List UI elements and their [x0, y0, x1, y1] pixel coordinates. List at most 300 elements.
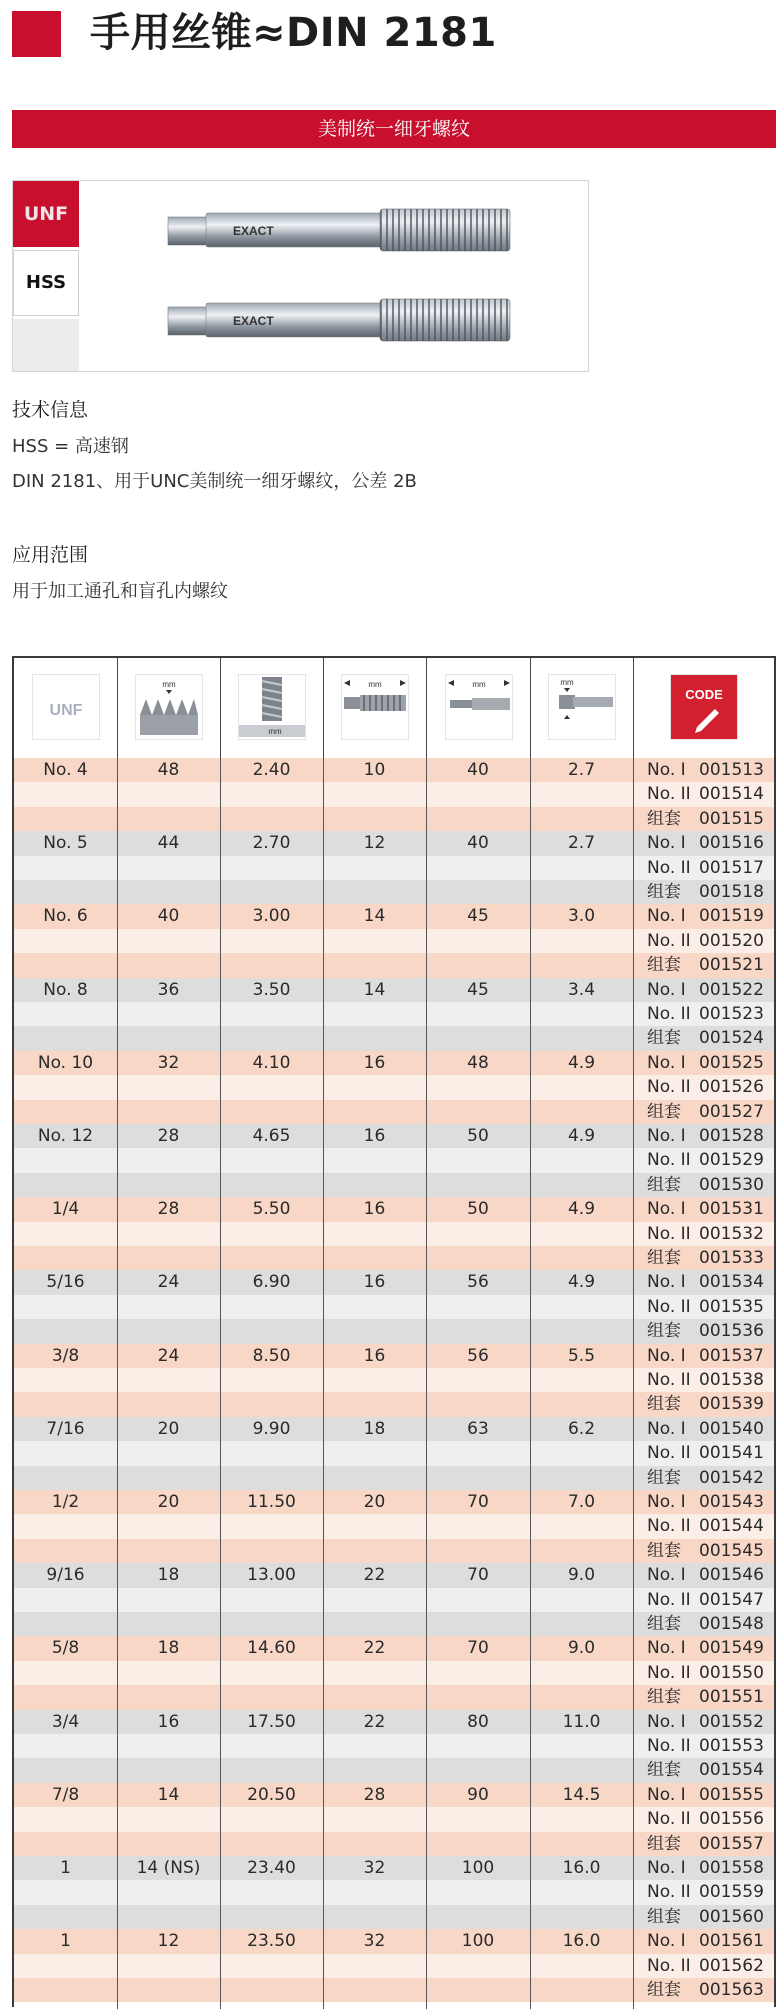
cell-code [647, 1734, 774, 1758]
code-number: 001562 [699, 1955, 764, 1976]
code-number: 001561 [699, 1931, 764, 1952]
cell-tpi: 32 [157, 1052, 180, 1073]
code-label: No. II [647, 1150, 691, 1171]
code-number: 001556 [699, 1809, 764, 1830]
code-label: 组套 [647, 1614, 681, 1634]
cell-code [647, 1246, 774, 1270]
cell-total-length: 90 [467, 1784, 489, 1805]
cell-diameter: 6.90 [252, 1272, 291, 1293]
code-number: 001517 [699, 857, 764, 878]
table-row [14, 1758, 774, 1782]
page-title: 手用丝锥≈DIN 2181 [90, 10, 497, 56]
code-label: 组套 [647, 955, 681, 976]
cell-thread-length: 10 [363, 760, 386, 780]
cell-thread-length: 16 [363, 1199, 386, 1220]
code-label: 组套 [647, 1248, 681, 1268]
cell-code [647, 1295, 774, 1319]
table-row [14, 1661, 774, 1685]
cell-size: No. 10 [37, 1052, 94, 1073]
cell-code [647, 1856, 774, 1880]
cell-code [647, 856, 774, 880]
code-number: 001551 [699, 1687, 764, 1708]
code-number: 001559 [699, 1882, 764, 1903]
cell-diameter: 14.60 [247, 1638, 296, 1659]
table-row [14, 1368, 774, 1392]
cell-size: 5/16 [46, 1272, 85, 1293]
cell-drill: 3.0 [567, 906, 596, 927]
cell-code [647, 1978, 774, 2002]
table-row [14, 1100, 774, 1124]
code-label: 组套 [647, 1101, 681, 1122]
cell-tpi: 28 [157, 1126, 180, 1146]
code-label: No. II [647, 1662, 691, 1683]
table-row [14, 1734, 774, 1758]
cell-size: 5/8 [51, 1638, 80, 1659]
code-number: 001555 [699, 1784, 764, 1805]
cell-drill: 9.0 [567, 1638, 596, 1659]
title-color-block [12, 11, 61, 57]
table-row [14, 1344, 774, 1368]
thread-length-icon [342, 675, 408, 739]
cell-drill: 4.9 [567, 1199, 596, 1220]
table-row [14, 1905, 774, 1929]
cell-total-length: 45 [467, 979, 489, 1000]
cell-total-length: 48 [467, 1052, 489, 1073]
code-number: 001548 [699, 1614, 764, 1634]
table-row [14, 1807, 774, 1831]
table-row [14, 1222, 774, 1246]
cell-code [647, 1710, 774, 1734]
table-row [14, 904, 774, 928]
cell-thread-length: 20 [363, 1492, 386, 1512]
cell-drill: 3.4 [567, 979, 596, 1000]
cell-code [647, 1612, 774, 1636]
code-label: No. II [647, 1736, 691, 1756]
cell-code [647, 978, 774, 1002]
cell-code [647, 1197, 774, 1221]
cell-tpi: 12 [157, 1931, 180, 1952]
header-thread-length [324, 658, 427, 758]
col-divider [323, 758, 324, 2009]
code-label: 组套 [647, 1687, 681, 1708]
cell-code [647, 1051, 774, 1075]
code-label: No. II [647, 1516, 691, 1537]
code-number: 001530 [699, 1174, 764, 1195]
cell-tpi: 14 (NS) [136, 1858, 201, 1878]
cell-drill: 4.9 [567, 1272, 596, 1293]
header-total-length [427, 658, 531, 758]
table-row [14, 758, 774, 782]
subtitle-bar: 美制统一细牙螺纹 [12, 110, 776, 148]
table-row [14, 1441, 774, 1465]
cell-drill: 16.0 [562, 1931, 601, 1952]
table-row [14, 1490, 774, 1514]
cell-size: 7/8 [51, 1784, 80, 1805]
cell-code [647, 880, 774, 904]
cell-total-length: 56 [467, 1272, 489, 1293]
svg-text:mm: mm [560, 678, 574, 687]
table-row [14, 1246, 774, 1270]
code-number: 001514 [699, 784, 764, 805]
col-divider [117, 758, 118, 2009]
cell-thread-length: 32 [363, 1858, 386, 1878]
code-label: No. II [647, 1296, 691, 1317]
col-divider [633, 758, 634, 2009]
square-shank-icon [549, 675, 615, 739]
code-number: 001527 [699, 1101, 764, 1122]
cell-tpi: 14 [157, 1784, 180, 1805]
header-square [531, 658, 634, 758]
code-number: 001515 [699, 808, 764, 829]
cell-total-length: 50 [467, 1126, 489, 1146]
cell-size: 3/8 [51, 1345, 80, 1366]
code-label: 组套 [647, 1540, 681, 1561]
code-label: 组套 [647, 1467, 681, 1488]
cell-size: 9/16 [46, 1565, 85, 1586]
cell-code [647, 1563, 774, 1587]
code-number: 001513 [699, 760, 764, 780]
cell-code [647, 1319, 774, 1343]
table-row [14, 1173, 774, 1197]
cell-size: 1/4 [51, 1199, 80, 1220]
tap-brand-2: EXACT [233, 314, 274, 328]
cell-tpi: 36 [157, 979, 180, 1000]
table-row [14, 1588, 774, 1612]
table-row [14, 1051, 774, 1075]
code-number: 001544 [699, 1516, 764, 1537]
col-divider [426, 758, 427, 2009]
code-number: 001533 [699, 1248, 764, 1268]
code-number: 001529 [699, 1150, 764, 1171]
cell-code [647, 904, 774, 928]
cell-tpi: 18 [157, 1565, 180, 1586]
hss-badge: HSS [13, 250, 79, 316]
table-row [14, 1197, 774, 1221]
cell-drill: 16.0 [562, 1858, 601, 1878]
cell-total-length: 45 [467, 906, 489, 927]
cell-drill: 4.9 [567, 1052, 596, 1073]
cell-total-length: 63 [467, 1418, 489, 1439]
cell-drill: 2.7 [567, 833, 596, 854]
cell-code [647, 929, 774, 953]
cell-diameter: 23.40 [247, 1858, 296, 1878]
code-number: 001545 [699, 1540, 764, 1561]
cell-code [647, 1539, 774, 1563]
cell-code [647, 1100, 774, 1124]
unf-logo-icon [33, 675, 99, 739]
cell-drill: 14.5 [562, 1784, 601, 1805]
code-number: 001537 [699, 1345, 764, 1366]
table-row [14, 953, 774, 977]
code-number: 001520 [699, 930, 764, 951]
tap-diameter-icon [239, 675, 305, 739]
table-row [14, 1539, 774, 1563]
total-length-icon [446, 675, 512, 739]
code-number: 001541 [699, 1443, 764, 1464]
table-row [14, 1295, 774, 1319]
cell-diameter: 4.65 [252, 1126, 291, 1146]
code-label: No. II [647, 1223, 691, 1244]
cell-code [647, 1368, 774, 1392]
table-row [14, 929, 774, 953]
table-row [14, 1075, 774, 1099]
cell-thread-length: 32 [363, 1931, 386, 1952]
cell-code [647, 953, 774, 977]
code-label: 组套 [647, 808, 681, 829]
code-number: 001558 [699, 1858, 764, 1878]
code-number: 001549 [699, 1638, 764, 1659]
code-label: No. II [647, 1077, 691, 1098]
cell-code [647, 1392, 774, 1416]
svg-text:CODE: CODE [685, 687, 723, 702]
cell-diameter: 2.40 [252, 760, 291, 780]
code-number: 001557 [699, 1833, 764, 1854]
cell-thread-length: 22 [363, 1711, 386, 1732]
cell-diameter: 13.00 [247, 1565, 296, 1586]
cell-code [647, 1880, 774, 1904]
cell-diameter: 20.50 [247, 1784, 296, 1805]
table-row [14, 1417, 774, 1441]
cell-size: 1 [60, 1931, 71, 1952]
code-label: 组套 [647, 1028, 681, 1049]
cell-drill: 9.0 [567, 1565, 596, 1586]
code-number: 001560 [699, 1906, 764, 1927]
code-label: No. I [647, 1052, 686, 1073]
code-number: 001532 [699, 1223, 764, 1244]
code-label: 组套 [647, 1980, 681, 2000]
code-label: No. I [647, 1784, 686, 1805]
code-number: 001524 [699, 1028, 764, 1049]
table-row [14, 1124, 774, 1148]
code-label: No. II [647, 1004, 691, 1024]
code-number: 001525 [699, 1052, 764, 1073]
svg-text:mm: mm [162, 680, 176, 689]
svg-text:UNF: UNF [49, 702, 82, 719]
empty-badge [13, 319, 79, 371]
code-pencil-icon [671, 675, 737, 739]
cell-code [647, 1417, 774, 1441]
usage-heading: 应用范围 [12, 544, 89, 566]
cell-diameter: 9.90 [252, 1418, 291, 1439]
code-label: No. I [647, 1272, 686, 1293]
cell-thread-length: 12 [363, 833, 386, 854]
cell-total-length: 56 [467, 1345, 489, 1366]
cell-code [647, 1758, 774, 1782]
cell-thread-length: 14 [363, 906, 386, 927]
table-row [14, 1783, 774, 1807]
spec-table [12, 656, 776, 2007]
cell-code [647, 1490, 774, 1514]
header-diameter [221, 658, 324, 758]
cell-thread-length: 16 [363, 1345, 386, 1366]
code-label: No. II [647, 1589, 691, 1610]
table-row [14, 978, 774, 1002]
table-row [14, 1002, 774, 1026]
cell-thread-length: 16 [363, 1126, 386, 1146]
cell-code [647, 1466, 774, 1490]
cell-code [647, 1441, 774, 1465]
unf-badge: UNF [13, 181, 79, 247]
cell-total-length: 40 [467, 833, 489, 854]
code-label: 组套 [647, 1906, 681, 1927]
table-row [14, 856, 774, 880]
cell-code [647, 1148, 774, 1172]
code-label: 组套 [647, 1833, 681, 1854]
code-number: 001538 [699, 1370, 764, 1390]
cell-code [647, 1270, 774, 1294]
table-row [14, 1832, 774, 1856]
code-label: No. I [647, 1418, 686, 1439]
cell-code [647, 1026, 774, 1050]
code-label: No. I [647, 1638, 686, 1659]
code-label: No. I [647, 1126, 686, 1146]
cell-code [647, 1344, 774, 1368]
cell-drill: 11.0 [562, 1711, 601, 1732]
code-label: No. II [647, 1443, 691, 1464]
cell-size: No. 5 [43, 833, 88, 854]
cell-thread-length: 16 [363, 1272, 386, 1293]
cell-tpi: 16 [157, 1711, 180, 1732]
code-label: 组套 [647, 1174, 681, 1195]
cell-total-length: 50 [467, 1199, 489, 1220]
code-number: 001526 [699, 1077, 764, 1098]
code-number: 001528 [699, 1126, 764, 1146]
cell-size: 7/16 [46, 1418, 85, 1439]
cell-thread-length: 22 [363, 1565, 386, 1586]
table-row [14, 1514, 774, 1538]
table-row [14, 880, 774, 904]
code-number: 001518 [699, 882, 764, 902]
cell-total-length: 70 [467, 1638, 489, 1659]
code-label: No. I [647, 1492, 686, 1512]
cell-size: No. 6 [43, 906, 88, 927]
cell-tpi: 24 [157, 1272, 180, 1293]
cell-code [647, 1075, 774, 1099]
cell-tpi: 40 [157, 906, 180, 927]
table-row [14, 1148, 774, 1172]
cell-code [647, 1905, 774, 1929]
cell-total-length: 70 [467, 1492, 489, 1512]
cell-code [647, 1588, 774, 1612]
code-label: No. I [647, 833, 686, 854]
cell-size: 1/2 [51, 1492, 80, 1512]
code-label: No. I [647, 979, 686, 1000]
table-row [14, 1563, 774, 1587]
code-number: 001547 [699, 1589, 764, 1610]
table-row [14, 1856, 774, 1880]
cell-code [647, 1661, 774, 1685]
cell-thread-length: 22 [363, 1638, 386, 1659]
table-row [14, 1880, 774, 1904]
code-number: 001550 [699, 1662, 764, 1683]
code-number: 001553 [699, 1736, 764, 1756]
cell-tpi: 48 [157, 760, 180, 780]
cell-code [647, 831, 774, 855]
cell-tpi: 28 [157, 1199, 180, 1220]
cell-code [647, 1222, 774, 1246]
product-image-box [12, 180, 589, 372]
code-number: 001546 [699, 1565, 764, 1586]
table-row [14, 1636, 774, 1660]
code-number: 001543 [699, 1492, 764, 1512]
table-row [14, 1319, 774, 1343]
cell-diameter: 2.70 [252, 833, 291, 854]
code-label: No. I [647, 1711, 686, 1732]
code-number: 001516 [699, 833, 764, 854]
code-number: 001531 [699, 1199, 764, 1220]
table-row [14, 1685, 774, 1709]
table-row [14, 1026, 774, 1050]
code-number: 001540 [699, 1418, 764, 1439]
cell-size: No. 8 [43, 979, 88, 1000]
cell-code [647, 1685, 774, 1709]
cell-total-length: 80 [467, 1711, 489, 1732]
code-number: 001522 [699, 979, 764, 1000]
cell-code [647, 1173, 774, 1197]
tap-brand-1: EXACT [233, 224, 274, 238]
table-row [14, 1466, 774, 1490]
cell-diameter: 3.50 [252, 979, 291, 1000]
cell-drill: 2.7 [567, 760, 596, 780]
cell-tpi: 20 [157, 1418, 180, 1439]
code-number: 001519 [699, 906, 764, 927]
cell-drill: 6.2 [567, 1418, 596, 1439]
cell-drill: 7.0 [567, 1492, 596, 1512]
table-row [14, 1392, 774, 1416]
cell-total-length: 40 [467, 760, 489, 780]
cell-thread-length: 14 [363, 979, 386, 1000]
tech-line-1: HSS = 高速钢 [12, 436, 129, 457]
tech-heading: 技术信息 [12, 399, 89, 421]
code-label: No. II [647, 1370, 691, 1390]
cell-diameter: 23.50 [247, 1931, 296, 1952]
cell-code [647, 782, 774, 806]
cell-thread-length: 28 [363, 1784, 386, 1805]
cell-code [647, 1807, 774, 1831]
code-label: No. II [647, 930, 691, 951]
cell-diameter: 8.50 [252, 1345, 291, 1366]
cell-thread-length: 18 [363, 1418, 386, 1439]
cell-diameter: 11.50 [247, 1492, 296, 1512]
code-label: No. II [647, 857, 691, 878]
cell-total-length: 100 [461, 1858, 495, 1878]
table-header [14, 658, 774, 758]
col-divider [220, 758, 221, 2009]
code-number: 001539 [699, 1394, 764, 1415]
code-label: No. I [647, 1565, 686, 1586]
code-label: No. I [647, 906, 686, 927]
cell-code [647, 758, 774, 782]
cell-diameter: 5.50 [252, 1199, 291, 1220]
code-label: No. I [647, 1931, 686, 1952]
tech-line-2: DIN 2181、用于UNC美制统一细牙螺纹，公差 2B [12, 471, 417, 492]
cell-size: No. 12 [37, 1126, 94, 1146]
code-number: 001534 [699, 1272, 764, 1293]
table-row [14, 1954, 774, 1978]
code-label: 组套 [647, 1321, 681, 1342]
code-label: No. II [647, 1882, 691, 1903]
cell-code [647, 1783, 774, 1807]
code-number: 001554 [699, 1760, 764, 1781]
code-number: 001536 [699, 1321, 764, 1342]
table-row [14, 1929, 774, 1953]
table-row [14, 1270, 774, 1294]
header-code [634, 658, 774, 758]
cell-drill: 4.9 [567, 1126, 596, 1146]
usage-line-1: 用于加工通孔和盲孔内螺纹 [12, 581, 228, 602]
table-row [14, 1978, 774, 2002]
cell-code [647, 1124, 774, 1148]
